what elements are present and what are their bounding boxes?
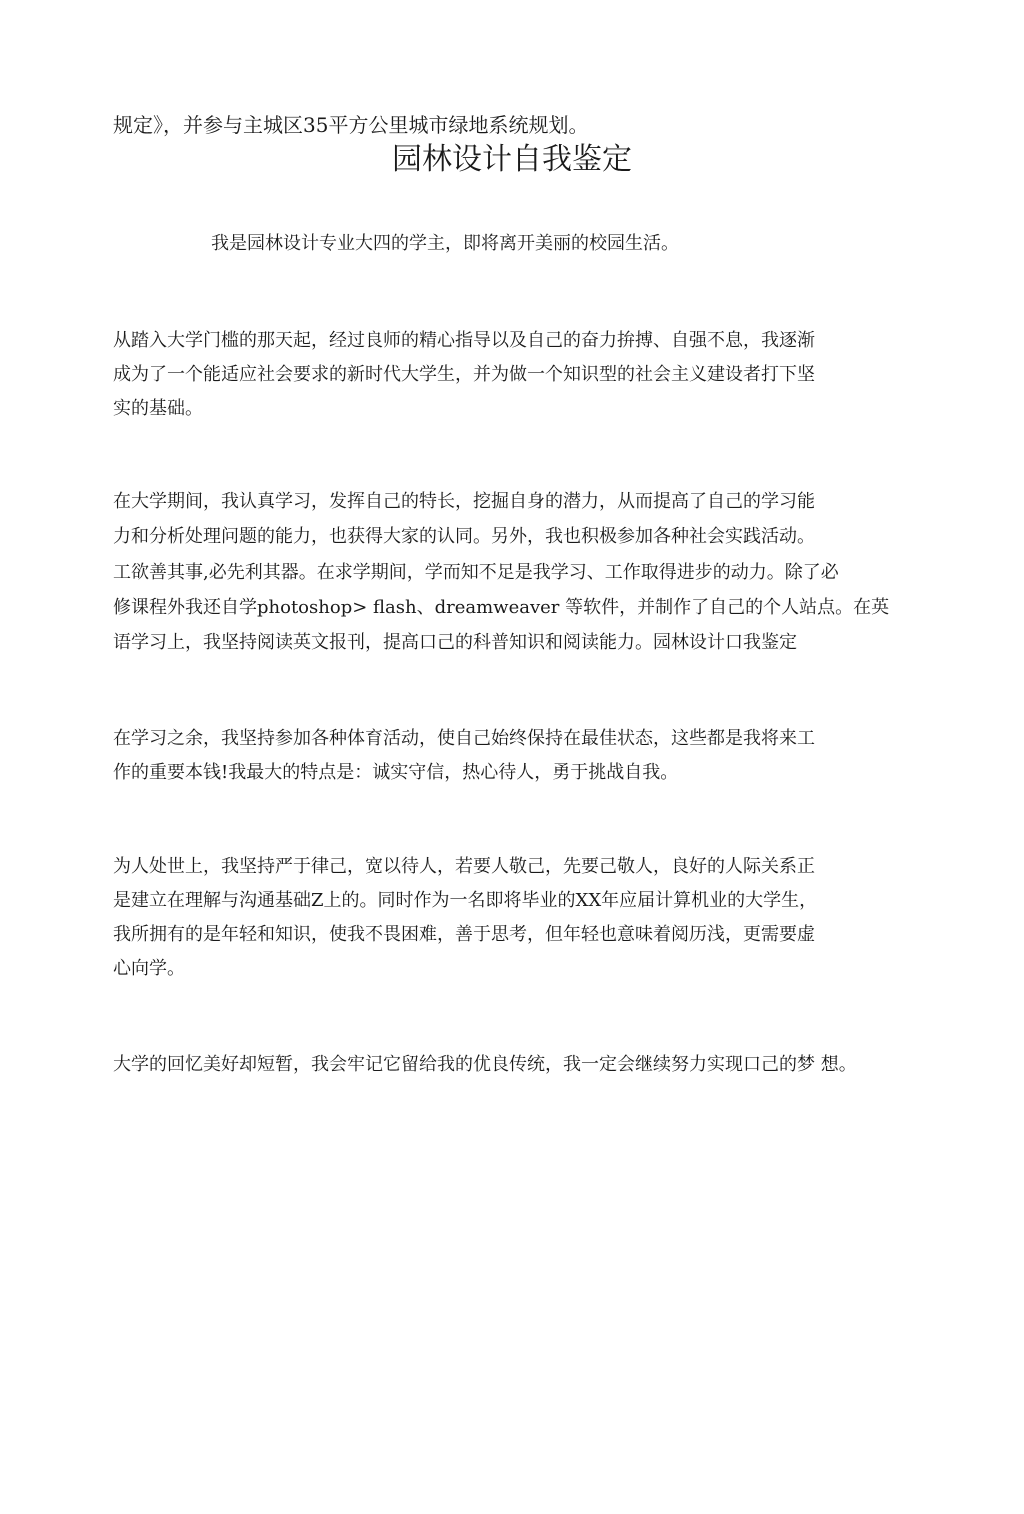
document-title: 园林设计自我鉴定	[392, 142, 632, 177]
paragraph-line: 修课程外我还自学photoshop> flash、dreamweaver 等软件，并制作了自己的个人站点。在英	[113, 597, 890, 618]
paragraph-line: 心向学。	[113, 958, 185, 979]
paragraph-line: 力和分析处理问题的能力，也获得大家的认同。另外，我也积极参加各种社会实践活动。	[113, 526, 815, 547]
paragraph-line: 大学的回忆美好却短暂，我会牢记它留给我的优良传统，我一定会继续努力实现口己的梦 想。	[113, 1054, 857, 1075]
paragraph-line: 成为了一个能适应社会要求的新时代大学生，并为做一个知识型的社会主义建设者打下坚	[113, 364, 815, 385]
paragraph-line: 我所拥有的是年轻和知识，使我不畏困难，善于思考，但年轻也意味着阅历浅，更需要虚	[113, 924, 815, 945]
intro-line: 我是园林设计专业大四的学主，即将离开美丽的校园生活。	[211, 233, 679, 254]
carryover-line: 规定》，并参与主城区35平方公里城市绿地系统规划。	[113, 113, 589, 137]
paragraph-line: 在大学期间，我认真学习，发挥自己的特长，挖掘自身的潜力，从而提高了自己的学习能	[113, 491, 815, 512]
paragraph-line: 语学习上，我坚持阅读英文报刊，提高口己的科普知识和阅读能力。园林设计口我鉴定	[113, 632, 797, 653]
paragraph-line: 是建立在理解与沟通基础Z上的。同时作为一名即将毕业的XX年应届计算机业的大学生，	[113, 890, 818, 911]
paragraph-line: 作的重要本钱!我最大的特点是：诚实守信，热心待人，勇于挑战自我。	[113, 762, 679, 783]
paragraph-line: 实的基础。	[113, 398, 203, 419]
paragraph-line: 从踏入大学门槛的那天起，经过良师的精心指导以及自己的奋力拚搏、自强不息，我逐渐	[113, 330, 815, 351]
paragraph-line: 为人处世上，我坚持严于律己，宽以待人，若要人敬己，先要己敬人，良好的人际关系正	[113, 856, 815, 877]
paragraph-line: 工欲善其事,必先利其器。在求学期间，学而知不足是我学习、工作取得进步的动力。除了必	[113, 562, 839, 583]
paragraph-line: 在学习之余，我坚持参加各种体育活动，使自己始终保持在最佳状态，这些都是我将来工	[113, 728, 815, 749]
